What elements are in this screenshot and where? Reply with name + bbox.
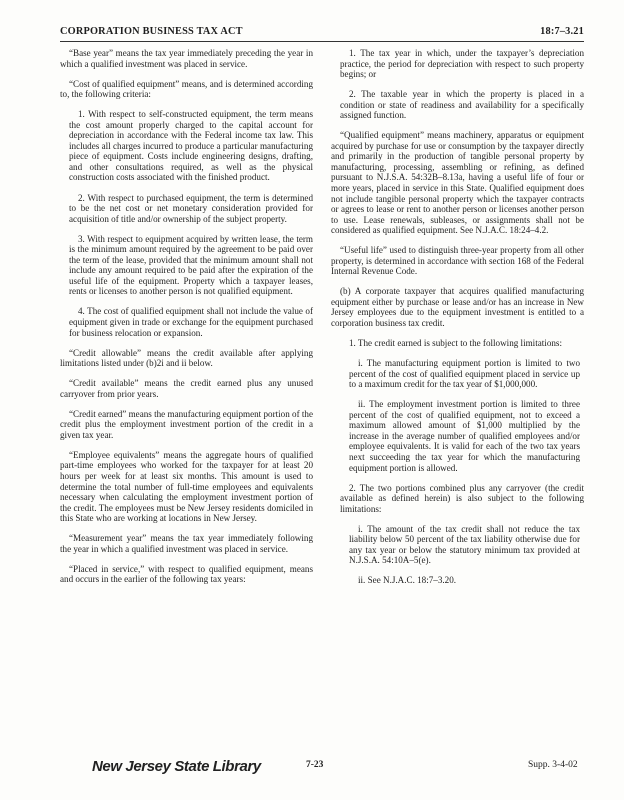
limitation-2-intro: 2. The two portions combined plus any carryover (the credit available as defined herein) is also subject to the following limitations: — [340, 482, 584, 514]
running-header — [60, 26, 584, 37]
definition-useful-life: “Useful life” used to distinguish three-year property from all other property, is determined in accordance with section 168 of the Federal Internal Revenue Code. — [331, 245, 584, 277]
left-column — [60, 48, 313, 594]
header-title: CORPORATION BUSINESS TAX ACT — [60, 26, 243, 37]
library-stamp: New Jersey State Library — [92, 758, 261, 775]
definition-credit-earned: “Credit earned” means the manufacturing equipment portion of the credit plus the employment investment portion of the credit in a given tax year. — [60, 408, 313, 440]
definition-measurement-year: “Measurement year” means the tax year immediately following the year in which a qualified investment was placed in service. — [60, 533, 313, 554]
criterion-trade-exclusion: 4. The cost of qualified equipment shall not include the value of equipment given in trade or exchange for the equipment purchased for business relocation or expansion. — [69, 306, 313, 338]
definition-qualified-equipment: “Qualified equipment” means machinery, apparatus or equipment acquired by purchase for use or consumption by the taxpayer directly and primarily in the production of tangible personal property by manufacturing, processing, assembling or refining, as defined pursuant to N.J.S.A. 54:32B–8.13a, having a useful life of four or more years, placed in service in this State. Qualified equipment does not include tangible personal property which the taxpayer contracts or agrees to lease or rent to another person or licenses another person to use. Lease renewals, subleases, or assignments shall not be considered as qualified equipment. See N.J.A.C. 18:24–4.2. — [331, 130, 584, 236]
limitation-1-intro: 1. The credit earned is subject to the following limitations: — [349, 338, 562, 349]
definition-credit-available: “Credit available” means the credit earned plus any unused carryover from prior years. — [60, 378, 313, 399]
criterion-self-constructed: 1. With respect to self-constructed equipment, the term means the cost amount properly charged to the capital account for depreciation in accordance with the Federal income tax law. This includes all charges incurred to produce a particular manufacturing piece of equipment. Costs include engineering designs, drafting, and other consultations required, as well as the physical construction costs associated with the finished product. — [69, 109, 313, 183]
definition-base-year: “Base year” means the tax year immediately preceding the year in which a qualified investment was placed in service. — [60, 48, 313, 69]
placed-in-service-item-1: 1. The tax year in which, under the taxpayer’s depreciation practice, the period for depreciation with respect to such property begins; or — [340, 48, 584, 80]
criterion-purchased: 2. With respect to purchased equipment, the term is determined to be the net cost or net monetary consideration provided for acquisition of title and/or ownership of the subject property. — [69, 192, 313, 224]
definition-employee-equivalents: “Employee equivalents” means the aggregate hours of qualified part-time employees who worked for the taxpayer for at least 20 hours per week for at least six months. This amount is used to determine the total number of full-time employees and equivalents necessary when calculating the employment investment portion of the credit. The employees must be New Jersey residents domiciled in this State who are working at locations in New Jersey. — [60, 449, 313, 524]
right-column — [331, 48, 584, 595]
page-number: 7-23 — [306, 760, 324, 770]
criterion-leased: 3. With respect to equipment acquired by written lease, the term is the minimum amount required by the agreement to be paid over the term of the lease, provided that the minimum amount shall not include any amount required to be paid after the expiration of the useful life of the equipment. Property which a taxpayer leases, rents or licenses to another person is not qualified equipment. — [69, 233, 313, 297]
header-rule — [60, 41, 584, 42]
limitation-2-i: i. The amount of the tax credit shall not reduce the tax liability below 50 percent of the tax liability otherwise due for any tax year or below the statutory minimum tax provided at N.J.S.A. 54:10A–5(e). — [349, 523, 580, 566]
limitation-1-i: i. The manufacturing equipment portion is limited to two percent of the cost of qualified equipment placed in service up to a maximum credit for the tax year of $1,000,000. — [349, 358, 580, 390]
definition-cost-of-qualified-equipment: “Cost of qualified equipment” means, and is determined according to, the following criteria: — [60, 78, 313, 100]
header-section-number: 18:7–3.21 — [540, 26, 584, 37]
limitation-2-ii: ii. See N.J.A.C. 18:7–3.20. — [358, 575, 457, 586]
placed-in-service-item-2: 2. The taxable year in which the property is placed in a condition or state of readiness and availability for a specifically assigned function. — [340, 89, 584, 121]
supplement-date: Supp. 3-4-02 — [528, 760, 578, 770]
subsection-b: (b) A corporate taxpayer that acquires qualified manufacturing equipment either by purchase or lease and/or has an increase in New Jersey employees due to the equipment investment is entitled to a corporation business tax credit. — [331, 286, 584, 329]
definition-placed-in-service: “Placed in service,” with respect to qualified equipment, means and occurs in the earlier of the following tax years: — [60, 563, 313, 585]
limitation-1-ii: ii. The employment investment portion is limited to three percent of the cost of qualified equipment, not to exceed a maximum allowed amount of $1,000 multiplied by the increase in the average number of qualified employees and/or employee equivalents. It is valid for each of the two tax years next succeeding the tax year for which the manufacturing equipment portion is allowed. — [349, 399, 580, 473]
definition-credit-allowable: “Credit allowable” means the credit available after applying limitations listed under (b)2i and ii below. — [60, 347, 313, 369]
